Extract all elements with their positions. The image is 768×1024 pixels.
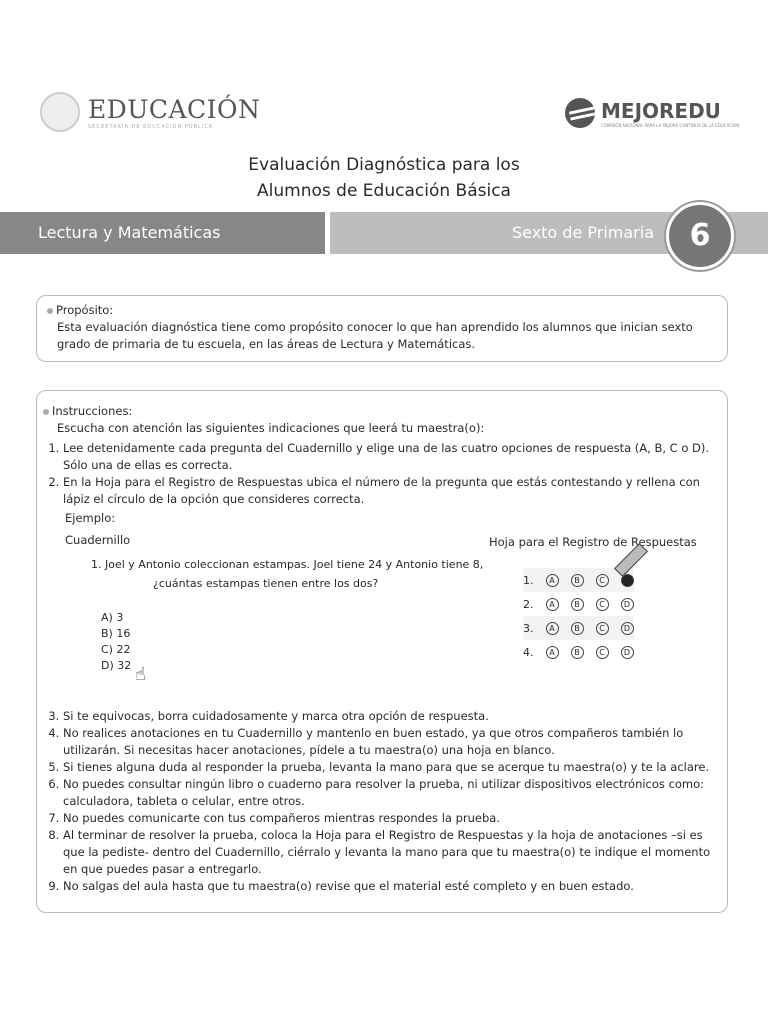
mej-logo-sub: COMISIÓN NACIONAL PARA LA MEJORA CONTINUA DE LA EDUCACIÓN [601, 122, 740, 128]
instructions-intro: Escucha con atención las siguientes indicaciones que leerá tu maestra(o): [57, 421, 485, 435]
answer-sheet [523, 568, 634, 664]
row-number: 4. [523, 645, 534, 659]
booklet-label: Cuadernillo [65, 533, 131, 547]
answer-option: D) 32 [101, 659, 132, 672]
educacion-logo [40, 92, 260, 132]
answer-bubble[interactable]: B [571, 622, 584, 635]
bullet-icon [43, 409, 49, 415]
answer-bubble[interactable]: D [621, 622, 634, 635]
answer-bubble[interactable]: A [546, 622, 559, 635]
bullet-icon [47, 308, 53, 314]
instruction-item: 6. No puedes consultar ningún libro o cuaderno para resolver la prueba, ni utilizar dispositivos electrónicos como: calculadora, tableta o celular, entre otros. [63, 776, 713, 810]
mejoredu-mark-icon [565, 98, 595, 128]
purpose-box [36, 295, 728, 362]
grade-bar: Sexto de Primaria [330, 212, 768, 254]
answer-bubble[interactable]: A [546, 574, 559, 587]
answer-bubble[interactable]: C [596, 598, 609, 611]
answer-bubble[interactable]: C [596, 622, 609, 635]
question-number: 1. [91, 558, 102, 571]
answer-bubble[interactable]: A [546, 598, 559, 611]
example-section [43, 508, 713, 708]
edu-logo-text: EDUCACIÓN [88, 94, 261, 124]
question-line-1: Joel y Antonio coleccionan estampas. Joel tiene 24 y Antonio tiene 8, [105, 558, 484, 571]
answer-bubble[interactable]: C [596, 646, 609, 659]
page-title [0, 152, 768, 204]
answer-bubble[interactable]: D [621, 598, 634, 611]
answer-row [523, 592, 634, 616]
mexico-seal-icon [40, 92, 80, 132]
answer-bubble[interactable]: C [596, 574, 609, 587]
answer-row [523, 616, 634, 640]
answer-bubble[interactable]: D [621, 646, 634, 659]
instruction-item: 3. Si te equivocas, borra cuidadosamente y marca otra opción de respuesta. [63, 708, 713, 725]
answer-bubble[interactable]: B [571, 646, 584, 659]
instruction-item: 2. En la Hoja para el Registro de Respuestas ubica el número de la pregunta que estás contestando y rellena con lápiz el círculo de la opción que consideres correcta. [63, 474, 713, 508]
answer-option: A) 3 [101, 611, 124, 624]
instruction-item: 1. Lee detenidamente cada pregunta del Cuadernillo y elige una de las cuatro opciones de respuesta (A, B, C o D). Sólo una de ellas es correcta. [63, 440, 713, 474]
instructions-list-a [43, 440, 713, 508]
instructions-list-b [43, 708, 713, 895]
instruction-item: 9. No salgas del aula hasta que tu maestra(o) revise que el material esté completo y en buen estado. [63, 878, 713, 895]
instruction-item: 7. No puedes comunicarte con tus compañeros mientras respondes la prueba. [63, 810, 713, 827]
example-question [91, 556, 483, 592]
question-line-2: ¿cuántas estampas tienen entre los dos? [153, 577, 379, 590]
answer-option: C) 22 [101, 643, 131, 656]
title-line-2: Alumnos de Educación Básica [257, 181, 511, 201]
answer-option: B) 16 [101, 627, 131, 640]
row-number: 2. [523, 597, 534, 611]
instruction-item: 8. Al terminar de resolver la prueba, coloca la Hoja para el Registro de Respuestas y la hoja de anotaciones –si es que la pediste- dentro del Cuadernillo, ciérralo y levanta la mano para que tu maestra(o) te indique el momento en que puedes pasar a entregarlo. [63, 827, 713, 878]
row-number: 3. [523, 621, 534, 635]
instructions-label: Instrucciones: [52, 404, 133, 418]
instruction-item: 4. No realices anotaciones en tu Cuadernillo y mantenlo en buen estado, ya que otros compañeros también lo utilizarán. Si necesitas hacer anotaciones, pídele a tu maestra(o) una hoja en blanco. [63, 725, 713, 759]
grade-number-badge: 6 [666, 202, 734, 270]
edu-logo-sub: SECRETARÍA DE EDUCACIÓN PÚBLICA [88, 123, 214, 130]
sheet-label: Hoja para el Registro de Respuestas [489, 535, 697, 549]
answer-bubble[interactable]: B [571, 574, 584, 587]
purpose-label: Propósito: [56, 303, 114, 317]
title-line-1: Evaluación Diagnóstica para los [248, 155, 520, 175]
answer-bubble[interactable]: B [571, 598, 584, 611]
example-label: Ejemplo: [65, 511, 116, 525]
answer-row [523, 640, 634, 664]
row-number: 1. [523, 573, 534, 587]
purpose-text: Esta evaluación diagnóstica tiene como propósito conocer lo que han aprendido los alumnos que inician sexto grado de primaria de tu escuela, en las áreas de Lectura y Matemáticas. [57, 320, 693, 351]
mej-logo-text: MEJOREDU [601, 98, 721, 123]
instructions-box [36, 390, 728, 913]
pointing-hand-icon: ☝ [135, 664, 146, 685]
mejoredu-logo [565, 98, 739, 128]
answer-options [101, 610, 131, 674]
subject-bar: Lectura y Matemáticas [0, 212, 325, 254]
instruction-item: 5. Si tienes alguna duda al responder la prueba, levanta la mano para que se acerque tu maestra(o) y te la aclare. [63, 759, 713, 776]
answer-bubble[interactable]: A [546, 646, 559, 659]
